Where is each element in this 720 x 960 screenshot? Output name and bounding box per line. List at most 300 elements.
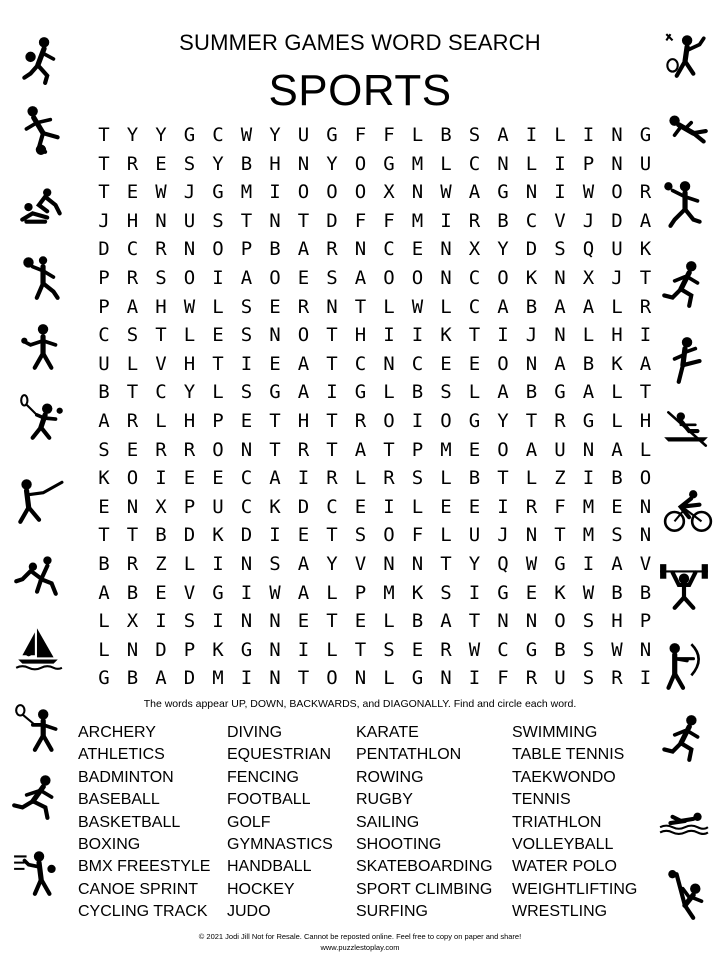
grid-letter: S (354, 524, 367, 547)
grid-letter: R (525, 495, 538, 518)
grid-letter: J (183, 181, 196, 204)
grid-letter: L (611, 381, 623, 404)
grid-letter: E (155, 581, 167, 604)
grid-letter: I (639, 324, 652, 347)
grid-letter: E (525, 581, 538, 604)
grid-letter: W (468, 638, 481, 661)
grid-letter: T (98, 152, 110, 175)
grid-letter: I (269, 181, 281, 204)
grid-letter: O (354, 181, 367, 204)
grid-letter: G (98, 667, 110, 690)
grid-letter: K (98, 467, 110, 490)
grid-letter: A (497, 124, 509, 146)
word-item: SAILING (356, 813, 420, 831)
grid-letter: E (155, 152, 167, 175)
word-item: GOLF (227, 813, 271, 831)
grid-letter: R (297, 295, 310, 318)
grid-letter: R (440, 638, 452, 661)
grid-letter: B (611, 581, 623, 604)
grid-letter: O (497, 438, 509, 461)
word-item: FOOTBALL (227, 791, 311, 809)
grid-letter: T (497, 467, 509, 490)
grid-letter: U (468, 524, 481, 547)
grid-letter: H (297, 410, 310, 432)
word-column-2 (227, 722, 333, 924)
grid-letter: H (126, 209, 139, 232)
grid-letter: K (212, 524, 224, 547)
word-item: FENCING (227, 768, 299, 786)
grid-letter: I (240, 667, 253, 690)
word-item: RUGBY (356, 791, 413, 809)
grid-letter: O (554, 610, 566, 633)
word-item: SKATEBOARDING (356, 858, 493, 876)
grid-letter: L (183, 553, 196, 575)
grid-letter: T (297, 209, 310, 232)
grid-letter: A (98, 581, 110, 604)
grid-letter: K (639, 238, 652, 261)
grid-letter: R (126, 553, 139, 575)
swimming-icon (658, 796, 710, 848)
word-item: WEIGHTLIFTING (512, 880, 638, 898)
grid-letter: O (212, 238, 224, 261)
word-item: GYMNASTICS (227, 835, 333, 853)
grid-letter: O (297, 181, 310, 204)
grid-letter: G (183, 124, 196, 146)
grid-letter: W (440, 181, 452, 204)
handball-icon (658, 178, 710, 230)
grid-letter: E (126, 438, 139, 461)
grid-letter: N (383, 352, 395, 375)
grid-letter: I (212, 610, 224, 633)
grid-letter: B (468, 467, 481, 490)
grid-letter: F (411, 524, 424, 547)
word-item: BASKETBALL (78, 813, 181, 831)
grid-letter: L (155, 410, 167, 432)
grid-letter: E (440, 495, 452, 518)
grid-letter: S (411, 467, 424, 490)
grid-letter: S (155, 267, 167, 289)
grid-letter: E (126, 181, 139, 204)
wrestling-icon (16, 178, 68, 230)
grid-letter: I (269, 524, 281, 547)
grid-letter: T (468, 610, 481, 633)
basketball-icon (16, 34, 68, 86)
grid-letter: R (383, 467, 395, 490)
grid-letter: A (611, 553, 623, 575)
grid-letter: E (440, 352, 452, 375)
grid-letter: T (440, 553, 452, 575)
grid-letter: B (126, 667, 139, 690)
football-icon (16, 104, 68, 156)
grid-letter: W (611, 638, 623, 661)
grid-letter: O (383, 267, 395, 289)
word-item: SHOOTING (356, 835, 442, 853)
grid-letter: N (240, 438, 253, 461)
grid-letter: B (126, 581, 139, 604)
word-item: KARATE (356, 724, 419, 741)
grid-letter: D (297, 495, 310, 518)
grid-letter: B (98, 553, 110, 575)
grid-letter: O (297, 324, 310, 347)
grid-letter: L (212, 381, 224, 404)
word-item: TABLE TENNIS (512, 746, 625, 764)
grid-letter: L (212, 295, 224, 318)
grid-letter: L (468, 381, 481, 404)
grid-letter: T (326, 610, 338, 633)
grid-letter: S (582, 638, 595, 661)
grid-letter: Y (497, 410, 509, 432)
grid-letter: L (639, 438, 652, 461)
grid-letter: D (326, 209, 338, 232)
word-item: BMX FREESTYLE (78, 858, 211, 876)
grid-letter: N (126, 495, 139, 518)
grid-letter: A (155, 667, 167, 690)
football-icon (662, 870, 714, 922)
grid-letter: F (497, 667, 509, 690)
word-column-1 (78, 722, 210, 924)
grid-letter: S (582, 610, 595, 633)
grid-letter: F (354, 124, 367, 146)
grid-letter: R (554, 410, 566, 432)
grid-letter: U (639, 152, 652, 175)
grid-letter: A (440, 610, 452, 633)
website-text: www.puzzlestoplay.com (320, 943, 400, 952)
grid-letter: G (212, 581, 224, 604)
grid-letter: W (582, 181, 595, 204)
grid-letter: A (468, 181, 481, 204)
word-item: EQUESTRIAN (227, 746, 332, 764)
grid-letter: T (383, 438, 395, 461)
grid-letter: A (297, 238, 310, 261)
grid-letter: F (383, 124, 395, 146)
grid-letter: Y (326, 553, 338, 575)
grid-letter: J (582, 209, 595, 232)
word-item: WATER POLO (512, 858, 617, 876)
grid-letter: N (554, 267, 566, 289)
grid-letter: T (354, 295, 367, 318)
grid-letter: O (497, 352, 509, 375)
grid-letter: N (411, 553, 424, 575)
grid-letter: E (240, 410, 253, 432)
grid-letter: A (240, 267, 253, 289)
grid-letter: L (582, 324, 595, 347)
grid-letter: O (326, 667, 338, 690)
grid-letter: X (126, 610, 139, 633)
grid-letter: O (383, 524, 395, 547)
grid-letter: N (611, 152, 623, 175)
grid-letter: S (126, 324, 139, 347)
grid-letter: N (383, 553, 395, 575)
word-item: BADMINTON (78, 768, 174, 786)
grid-letter: A (497, 381, 509, 404)
grid-letter: L (183, 324, 196, 347)
grid-letter: B (269, 238, 281, 261)
grid-letter: C (126, 238, 139, 261)
word-item: BASEBALL (78, 791, 160, 809)
grid-letter: Y (269, 124, 281, 146)
grid-letter: N (354, 667, 367, 690)
grid-letter: Q (497, 553, 509, 575)
grid-letter: O (411, 267, 424, 289)
grid-letter: S (183, 152, 196, 175)
grid-letter: V (554, 209, 566, 232)
grid-letter: L (383, 381, 395, 404)
puzzle-title: SPORTS (268, 66, 452, 115)
grid-letter: C (240, 495, 253, 518)
grid-letter: G (411, 667, 424, 690)
grid-letter: N (326, 295, 338, 318)
grid-letter: O (212, 438, 224, 461)
grid-letter: T (98, 124, 110, 146)
running-icon (10, 770, 62, 822)
grid-letter: N (126, 638, 139, 661)
grid-letter: A (98, 410, 110, 432)
grid-letter: L (611, 295, 623, 318)
grid-letter: S (582, 667, 595, 690)
grid-letter: S (240, 295, 253, 318)
word-list (0, 720, 720, 930)
grid-letter: I (554, 152, 566, 175)
boxing-icon (12, 846, 64, 898)
grid-letter: M (411, 152, 424, 175)
grid-letter: J (525, 324, 538, 347)
grid-letter: T (326, 352, 338, 375)
grid-letter: M (240, 181, 253, 204)
table-tennis-icon (16, 322, 68, 374)
grid-letter: O (383, 410, 395, 432)
grid-letter: U (554, 667, 566, 690)
word-item: DIVING (227, 724, 283, 741)
grid-letter: R (468, 209, 481, 232)
grid-letter: S (554, 238, 566, 261)
grid-letter: E (297, 267, 310, 289)
grid-letter: T (525, 410, 538, 432)
word-item: TRIATHLON (512, 813, 602, 831)
grid-letter: D (98, 238, 110, 261)
grid-letter: E (468, 495, 481, 518)
grid-letter: S (440, 381, 452, 404)
grid-letter: N (582, 438, 595, 461)
karate-icon (660, 334, 712, 386)
grid-letter: L (525, 467, 538, 490)
grid-letter: P (582, 152, 595, 175)
grid-letter: M (582, 495, 595, 518)
grid-letter: I (468, 667, 481, 690)
grid-letter: S (240, 381, 253, 404)
grid-letter: A (297, 581, 310, 604)
grid-letter: S (183, 610, 196, 633)
grid-letter: C (525, 209, 538, 232)
grid-letter: A (297, 352, 310, 375)
grid-letter: N (525, 181, 538, 204)
grid-letter: L (326, 581, 338, 604)
grid-letter: R (326, 238, 338, 261)
grid-letter: X (155, 495, 167, 518)
copyright-notice: © 2021 Jodi Jill Not for Resale. Cannot be reposted online. Feel free to copy on paper and share! (198, 932, 522, 941)
grid-letter: G (383, 152, 395, 175)
grid-letter: T (126, 381, 139, 404)
badminton-icon (658, 30, 710, 82)
word-column-4 (512, 722, 637, 924)
grid-letter: T (639, 267, 652, 289)
grid-letter: N (354, 238, 367, 261)
grid-letter: I (639, 667, 652, 690)
grid-letter: R (354, 410, 367, 432)
grid-letter: S (468, 124, 481, 146)
grid-letter: N (611, 124, 623, 146)
grid-letter: A (525, 438, 538, 461)
grid-letter: N (240, 610, 253, 633)
grid-letter: T (468, 324, 481, 347)
word-column-3 (356, 722, 493, 924)
grid-letter: D (611, 209, 623, 232)
grid-letter: N (269, 667, 281, 690)
grid-letter: E (269, 352, 281, 375)
grid-letter: B (411, 610, 424, 633)
grid-letter: R (155, 438, 167, 461)
grid-letter: N (440, 667, 452, 690)
grid-letter: B (611, 467, 623, 490)
word-item: CANOE SPRINT (78, 880, 199, 898)
grid-letter: A (297, 381, 310, 404)
grid-letter: Y (155, 124, 167, 146)
grid-letter: D (183, 667, 196, 690)
grid-letter: C (497, 638, 509, 661)
grid-letter: L (611, 410, 623, 432)
grid-letter: N (639, 495, 652, 518)
grid-letter: I (411, 324, 424, 347)
grid-letter: L (440, 467, 452, 490)
grid-letter: L (126, 352, 139, 375)
grid-letter: A (269, 467, 281, 490)
grid-letter: E (468, 438, 481, 461)
grid-letter: H (611, 324, 623, 347)
grid-letter: L (411, 495, 424, 518)
grid-letter: A (639, 209, 652, 232)
grid-letter: R (639, 295, 652, 318)
grid-letter: F (383, 209, 395, 232)
grid-letter: I (554, 181, 566, 204)
grid-letter: A (554, 295, 566, 318)
grid-letter: E (468, 352, 481, 375)
grid-letter: D (240, 524, 253, 547)
grid-letter: T (126, 524, 139, 547)
grid-letter: F (554, 495, 566, 518)
grid-letter: K (411, 581, 424, 604)
grid-letter: I (212, 553, 224, 575)
grid-letter: G (554, 381, 566, 404)
grid-letter: R (126, 267, 139, 289)
grid-letter: K (611, 352, 623, 375)
grid-letter: T (354, 638, 367, 661)
grid-letter: G (525, 638, 538, 661)
grid-letter: I (155, 467, 167, 490)
grid-letter: G (639, 124, 652, 146)
grid-letter: O (497, 267, 509, 289)
grid-letter: O (639, 467, 652, 490)
grid-letter: U (611, 238, 623, 261)
grid-letter: U (554, 438, 566, 461)
grid-letter: I (326, 381, 338, 404)
grid-letter: B (440, 124, 452, 146)
grid-letter: N (411, 181, 424, 204)
grid-letter: T (269, 410, 281, 432)
grid-letter: U (297, 124, 310, 146)
grid-letter: C (383, 238, 395, 261)
grid-letter: T (98, 181, 110, 204)
grid-letter: A (497, 295, 509, 318)
grid-letter: L (383, 295, 395, 318)
grid-letter: P (639, 610, 652, 633)
grid-letter: L (383, 667, 395, 690)
grid-letter: P (240, 238, 253, 261)
grid-letter: U (212, 495, 224, 518)
grid-letter: H (183, 410, 196, 432)
rowing-icon (660, 404, 712, 456)
athletics-icon (658, 258, 710, 310)
grid-letter: M (582, 524, 595, 547)
grid-letter: H (155, 295, 167, 318)
grid-letter: O (126, 467, 139, 490)
grid-letter: E (611, 495, 623, 518)
word-item: SPORT CLIMBING (356, 880, 493, 898)
grid-letter: A (126, 295, 139, 318)
grid-letter: R (297, 438, 310, 461)
grid-letter: S (611, 524, 623, 547)
grid-letter: H (183, 352, 196, 375)
grid-letter: I (582, 467, 595, 490)
grid-letter: Y (497, 238, 509, 261)
grid-letter: N (497, 610, 509, 633)
grid-letter: S (212, 209, 224, 232)
grid-letter: E (354, 495, 367, 518)
tennis-icon (16, 392, 68, 444)
grid-letter: E (411, 238, 424, 261)
word-item: SWIMMING (512, 724, 598, 741)
grid-letter: N (639, 524, 652, 547)
word-item: ARCHERY (78, 724, 156, 741)
grid-letter: N (525, 352, 538, 375)
grid-letter: E (297, 610, 310, 633)
fencing-icon (12, 474, 64, 526)
grid-letter: I (383, 495, 395, 518)
grid-letter: C (155, 381, 167, 404)
grid-letter: H (354, 324, 367, 347)
grid-letter: G (468, 410, 481, 432)
grid-letter: S (440, 581, 452, 604)
grid-letter: W (240, 124, 253, 146)
grid-letter: P (183, 495, 196, 518)
grid-letter: X (582, 267, 595, 289)
grid-letter: M (383, 581, 395, 604)
grid-letter: L (411, 124, 424, 146)
grid-letter: G (582, 410, 595, 432)
grid-letter: J (98, 209, 110, 232)
grid-letter: H (269, 152, 281, 175)
grid-letter: V (155, 352, 167, 375)
grid-letter: E (212, 467, 224, 490)
grid-letter: T (297, 667, 310, 690)
grid-letter: R (155, 238, 167, 261)
grid-letter: T (326, 410, 338, 432)
volleyball-icon (660, 104, 712, 156)
grid-letter: E (297, 524, 310, 547)
word-item: HANDBALL (227, 858, 312, 876)
letter-grid (90, 121, 660, 693)
instructions: The words appear UP, DOWN, BACKWARDS, and DIAGONALLY. Find and circle each word. (143, 698, 577, 710)
grid-letter: P (98, 267, 110, 289)
grid-letter: S (240, 324, 253, 347)
